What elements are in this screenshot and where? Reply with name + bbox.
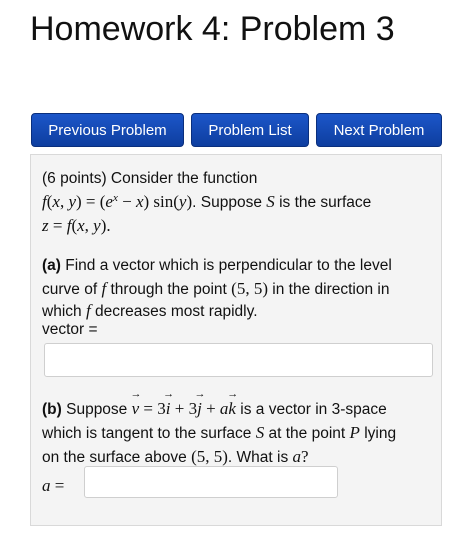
part-b-text-2c: lying: [364, 425, 397, 442]
function-suffix: . Suppose: [192, 194, 262, 212]
part-a-line-2: curve of f through the point (5, 5) in the direction in: [42, 279, 390, 298]
page-title: Homework 4: Problem 3: [30, 10, 395, 48]
part-b-text-3a: on the surface above: [42, 449, 187, 466]
part-b-text-2a: which is tangent to the surface: [42, 425, 252, 442]
a-answer-label: a =: [42, 476, 65, 495]
surface-definition: z = f(x, y).: [42, 216, 111, 235]
part-b-text-1b: is a vector in 3-space: [240, 401, 387, 418]
part-b-line-3: on the surface above (5, 5). What is a?: [42, 447, 309, 466]
part-a-text-2c: in the direction in: [272, 281, 390, 298]
a-answer-input[interactable]: [84, 466, 338, 498]
problem-intro: (6 points) Consider the function: [42, 170, 258, 187]
part-b-line-1: (b) Suppose → v = 3→ i + 3→ j + a→ k is a vector in 3-space: [42, 399, 387, 419]
part-b-text-2b: at the point: [268, 425, 346, 442]
next-problem-button[interactable]: Next Problem: [316, 113, 442, 147]
part-a-line-1: [42, 257, 392, 275]
part-a-text-3a: which: [42, 303, 82, 320]
part-a-text-2a: curve of: [42, 281, 98, 298]
part-a-text-2b: through the point: [110, 281, 227, 298]
part-b-text-1a: Suppose: [66, 401, 128, 418]
function-definition: f(x, $y) = (e^x - x)$ sin(y). Suppose S is the surface: [42, 192, 372, 212]
part-a-text-1: Find a vector which is perpendicular to the level: [65, 257, 392, 274]
surface-text: is the surface: [279, 194, 372, 212]
part-b-label: (b): [42, 401, 62, 418]
problem-list-button[interactable]: Problem List: [191, 113, 309, 147]
part-a-label: (a): [42, 257, 61, 274]
vector-answer-label: vector =: [42, 321, 98, 338]
part-a-line-3: which f decreases most rapidly.: [42, 301, 258, 320]
part-b-line-2: which is tangent to the surface S at the point P lying: [42, 423, 397, 442]
part-b-text-3b: . What is: [227, 449, 289, 466]
vector-answer-input[interactable]: [44, 343, 433, 377]
part-a-text-3b: decreases most rapidly.: [95, 303, 258, 320]
previous-problem-button[interactable]: Previous Problem: [31, 113, 184, 147]
